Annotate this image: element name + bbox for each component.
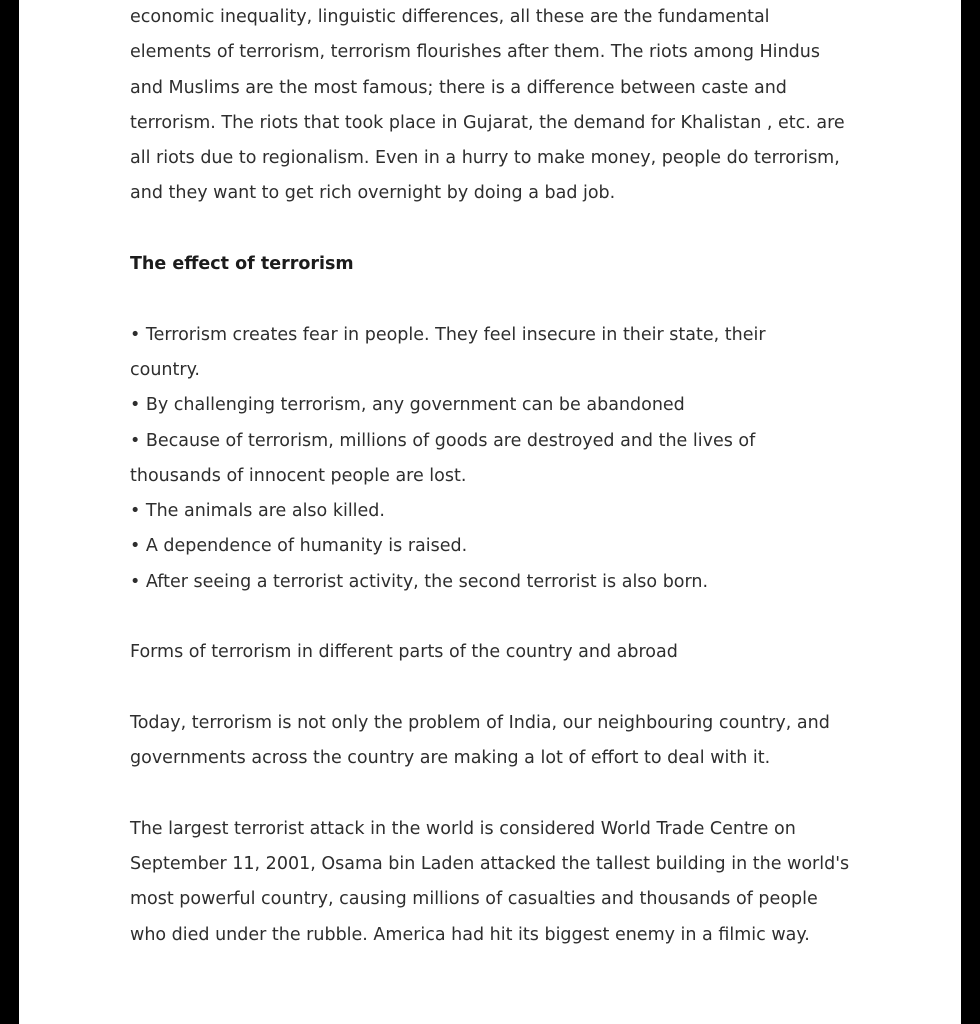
text-line: elements of terrorism, terrorism flourishes after them. The riots among Hindus [130,42,820,63]
list-item: • A dependence of humanity is raised. [130,536,468,557]
paragraph-gap [130,600,850,635]
text-line: and Muslims are the most famous; there is a difference between caste and [130,77,787,98]
paragraph-gap [130,671,850,706]
list-item: • Terrorism creates fear in people. They feel insecure in their state, their [130,324,766,345]
text-line: Today, terrorism is not only the problem of India, our neighbouring country, and [130,712,830,733]
effect-list [130,318,850,600]
list-item: • The animals are also killed. [130,501,385,522]
attack-paragraph [130,812,850,953]
document-page [19,0,961,1024]
text-line: governments across the country are making a lot of effort to deal with it. [130,748,771,769]
text-line: terrorism. The riots that took place in Gujarat, the demand for Khalistan , etc. are [130,112,845,133]
paragraph-gap [130,282,850,317]
text-line: most powerful country, causing millions of casualties and thousands of people [130,889,818,910]
text-line: The largest terrorist attack in the world is considered World Trade Centre on [130,818,796,839]
list-item: • After seeing a terrorist activity, the second terrorist is also born. [130,571,709,592]
text-line: all riots due to regionalism. Even in a hurry to make money, people do terrorism, [130,148,840,169]
list-item: thousands of innocent people are lost. [130,465,467,486]
heading-text: The effect of terrorism [130,254,354,275]
today-paragraph [130,706,850,777]
article-body [130,0,850,953]
paragraph-gap [130,777,850,812]
forms-paragraph [130,635,850,670]
list-item: • Because of terrorism, millions of goods are destroyed and the lives of [130,430,756,451]
list-item: country. [130,359,200,380]
intro-paragraph [130,0,850,212]
text-line: and they want to get rich overnight by doing a bad job. [130,183,616,204]
list-item: • By challenging terrorism, any government can be abandoned [130,395,685,416]
text-line: September 11, 2001, Osama bin Laden attacked the tallest building in the world's [130,854,850,875]
text-line: economic inequality, linguistic differences, all these are the fundamental [130,7,770,27]
text-line: who died under the rubble. America had hit its biggest enemy in a filmic way. [130,924,810,945]
paragraph-gap [130,212,850,247]
text-line: Forms of terrorism in different parts of the country and abroad [130,642,678,663]
section-heading-effect [130,247,850,282]
